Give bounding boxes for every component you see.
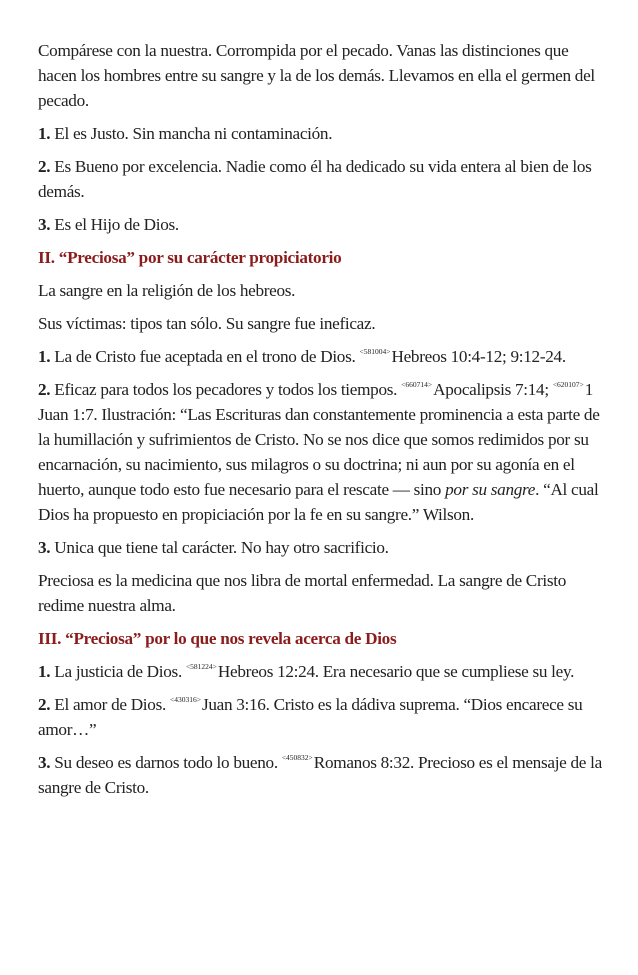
point-number: 3. [38, 538, 51, 557]
document-body [38, 38, 606, 808]
point-text: Es Bueno por excelencia. Nadie como él ha dedicado su vida entera al bien de los demás. [38, 157, 592, 201]
point-text: El es Justo. Sin mancha ni contaminación. [50, 124, 333, 143]
paragraph-text: Sus víctimas: tipos tan sólo. Su sangre fue ineficaz. [38, 314, 376, 333]
point-number: 2. [38, 380, 51, 399]
numbered-point [38, 212, 606, 237]
numbered-point [38, 377, 606, 527]
point-number: 1. [38, 347, 51, 366]
scripture-ref-code: <620107> [552, 380, 584, 389]
paragraph [38, 568, 606, 618]
numbered-point [38, 659, 606, 684]
point-number: 2. [38, 695, 51, 714]
scripture-citation: Juan 3:16. Cristo es la dádiva suprema. “Dios encarece su amor…” [38, 695, 583, 739]
paragraph-text: Compárese con la nuestra. Corrompida por el pecado. Vanas las distinciones que hacen los hombres entre su sangre y la de los demás. Llevamos en ella el germen del pecado. [38, 41, 595, 110]
point-text: La de Cristo fue aceptada en el trono de Dios. [50, 347, 360, 366]
point-number: 1. [38, 124, 51, 143]
point-number: 2. [38, 157, 51, 176]
paragraph-text: Preciosa es la medicina que nos libra de mortal enfermedad. La sangre de Cristo redime nuestra alma. [38, 571, 567, 615]
point-number: 3. [38, 753, 51, 772]
scripture-citation: Romanos 8:32. Precioso es el mensaje de la sangre de Cristo. [38, 753, 602, 797]
section-heading: II. “Preciosa” por su carácter propiciatorio [38, 248, 342, 267]
scripture-ref-code: <581224> [185, 662, 217, 671]
point-text: Es el Hijo de Dios. [50, 215, 179, 234]
numbered-point [38, 692, 606, 742]
point-number: 3. [38, 215, 51, 234]
scripture-ref-code: <450832> [281, 753, 313, 762]
paragraph [38, 311, 606, 336]
scripture-citation: Apocalipsis 7:14; [433, 380, 553, 399]
scripture-ref-code: <581004> [359, 347, 391, 356]
point-text: El amor de Dios. [50, 695, 170, 714]
point-text: Eficaz para todos los pecadores y todos los tiempos. [50, 380, 402, 399]
paragraph [38, 278, 606, 303]
scripture-citation: Hebreos 12:24. Era necesario que se cumpliese su ley. [217, 662, 575, 681]
point-number: 1. [38, 662, 51, 681]
point-text: Unica que tiene tal carácter. No hay otro sacrificio. [50, 538, 389, 557]
paragraph-text: La sangre en la religión de los hebreos. [38, 281, 296, 300]
numbered-point [38, 121, 606, 146]
numbered-point [38, 535, 606, 560]
paragraph [38, 38, 606, 113]
scripture-ref-code: <660714> [401, 380, 433, 389]
emphasis-text: por su sangre [445, 480, 536, 499]
scripture-ref-code: <430316> [169, 695, 201, 704]
illustration-text: 1 Juan 1:7. Ilustración: “Las Escrituras dan constantemente prominencia a esta parte de la humillación y sufrimientos de Cristo. No se nos dice que somos redimidos por su encarnación, su nacimiento, sus milagros o su doctrina; ni aun por su agonía en el huerto, aunque todo esto fue necesario para el rescate — sino [38, 380, 600, 499]
numbered-point [38, 750, 606, 800]
illustration-text-end: . “Al cual Dios ha propuesto en propiciación por la fe en su sangre.” Wilson. [38, 480, 599, 524]
point-text: La justicia de Dios. [50, 662, 186, 681]
numbered-point [38, 154, 606, 204]
point-text: Su deseo es darnos todo lo bueno. [50, 753, 282, 772]
section-heading: III. “Preciosa” por lo que nos revela acerca de Dios [38, 629, 397, 648]
scripture-citation: Hebreos 10:4-12; 9:12-24. [391, 347, 566, 366]
numbered-point [38, 344, 606, 369]
